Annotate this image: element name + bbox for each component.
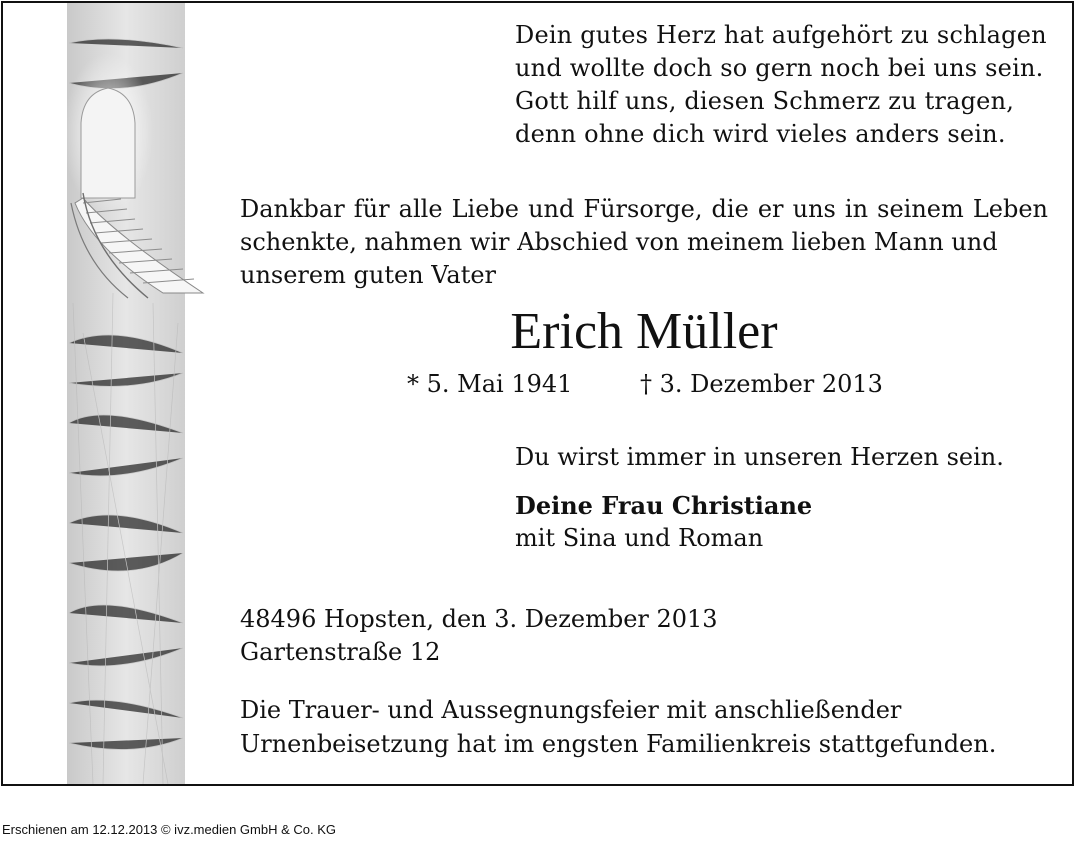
obituary-notice	[1, 1, 1074, 786]
staircase-illustration	[53, 3, 218, 784]
signer-primary: Deine Frau Christiane	[515, 491, 813, 520]
address-block	[240, 603, 718, 669]
poem-line: und wollte doch so gern noch bei uns sein.	[515, 54, 1044, 82]
street-address: Gartenstraße 12	[240, 638, 441, 666]
place-and-date: 48496 Hopsten, den 3. Dezember 2013	[240, 605, 718, 633]
signers	[515, 489, 812, 555]
intro-text: Dankbar für alle Liebe und Fürsorge, die er uns in seinem Leben schenkte, nahmen wir Abschied von meinem lieben Mann und	[240, 195, 1048, 256]
death-date: † 3. Dezember 2013	[640, 370, 883, 398]
poem-line: denn ohne dich wird vieles anders sein.	[515, 120, 1006, 148]
signer-secondary: mit Sina und Roman	[515, 524, 764, 552]
ceremony-notice: Die Trauer- und Aussegnungsfeier mit anschließender Urnenbeisetzung hat im engsten Familienkreis stattgefunden.	[240, 696, 997, 758]
birth-date: * 5. Mai 1941	[407, 370, 573, 398]
poem-line: Gott hilf uns, diesen Schmerz zu tragen,	[515, 87, 1015, 115]
poem	[515, 19, 1055, 151]
memorial-quote: Du wirst immer in unseren Herzen sein.	[515, 443, 1004, 471]
publication-footer: Erschienen am 12.12.2013 © ivz.medien GmbH & Co. KG	[2, 822, 337, 837]
intro-text-last-line: unserem guten Vater	[240, 261, 497, 289]
intro-paragraph	[240, 193, 1048, 292]
poem-line: Dein gutes Herz hat aufgehört zu schlagen	[515, 21, 1047, 49]
deceased-name: Erich Müller	[510, 303, 778, 360]
